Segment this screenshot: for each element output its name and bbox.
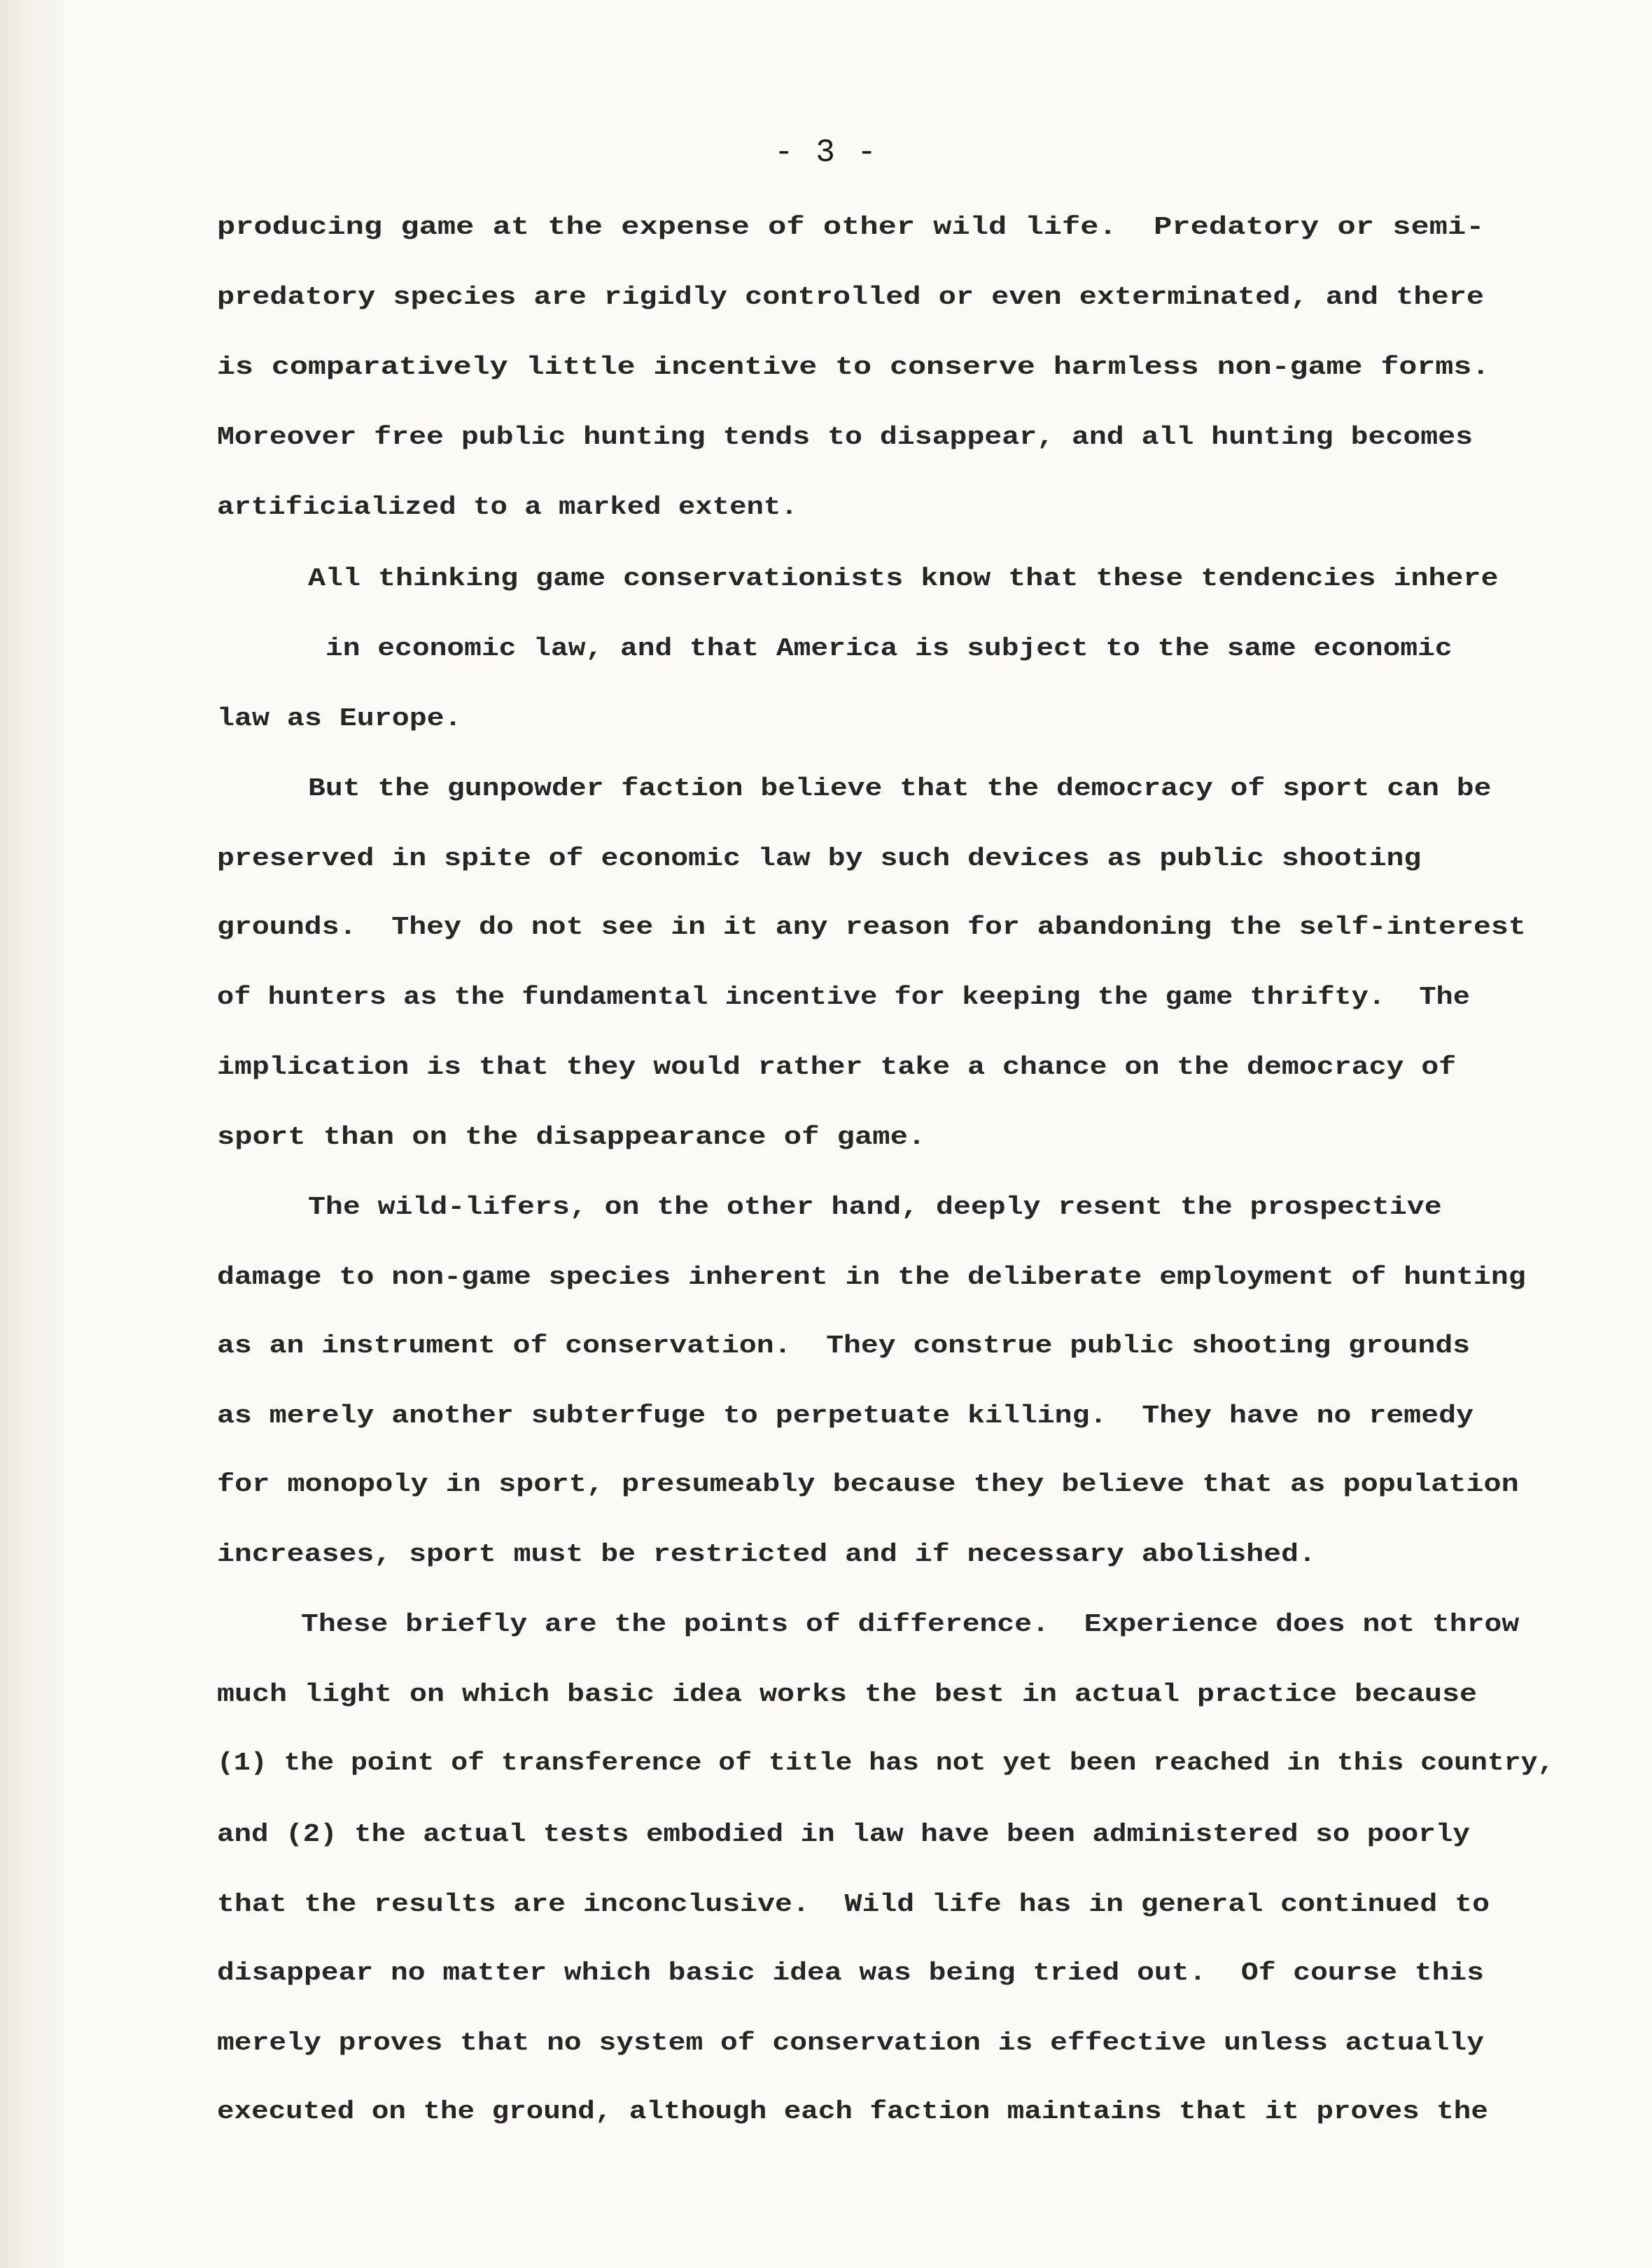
text-line: sport than on the disappearance of game.	[217, 1123, 926, 1152]
text-line: executed on the ground, although each faction maintains that it proves the	[217, 2097, 1488, 2126]
page-left-edge	[0, 0, 70, 2268]
text-line: is comparatively little incentive to conserve harmless non-game forms.	[217, 353, 1490, 382]
text-line: for monopoly in sport, presumeably because they believe that as population	[217, 1470, 1519, 1499]
text-line: artificialized to a marked extent.	[217, 493, 798, 522]
text-line: as an instrument of conservation. They construe public shooting grounds	[217, 1331, 1471, 1360]
text-line: damage to non-game species inherent in the deliberate employment of hunting	[217, 1263, 1526, 1292]
text-line: in economic law, and that America is subject to the same economic	[326, 634, 1452, 663]
text-line: implication is that they would rather take a chance on the democracy of	[217, 1053, 1457, 1082]
page-number: - 3 -	[774, 134, 878, 171]
text-line: All thinking game conservationists know that these tendencies inhere	[308, 564, 1499, 593]
text-line: grounds. They do not see in it any reason for abandoning the self-interest	[217, 913, 1526, 941]
text-line: increases, sport must be restricted and if necessary abolished.	[217, 1540, 1316, 1569]
text-line: But the gunpowder faction believe that the democracy of sport can be	[308, 774, 1492, 803]
text-line: Moreover free public hunting tends to disappear, and all hunting becomes	[217, 423, 1474, 451]
text-line: and (2) the actual tests embodied in law have been administered so poorly	[217, 1820, 1470, 1849]
text-line: law as Europe.	[217, 704, 462, 733]
text-line: that the results are inconclusive. Wild life has in general continued to	[217, 1890, 1490, 1919]
text-line: These briefly are the points of difference. Experience does not throw	[301, 1610, 1520, 1639]
text-line: predatory species are rigidly controlled or even exterminated, and there	[217, 283, 1484, 312]
text-line: much light on which basic idea works the best in actual practice because	[217, 1680, 1478, 1709]
text-line: producing game at the expense of other wild life. Predatory or semi-	[217, 213, 1485, 241]
text-line: merely proves that no system of conservation is effective unless actually	[217, 2029, 1485, 2057]
text-line: of hunters as the fundamental incentive for keeping the game thrifty. The	[217, 983, 1470, 1011]
text-line: (1) the point of transference of title has not yet been reached in this country,	[217, 1749, 1555, 1777]
text-line: preserved in spite of economic law by such devices as public shooting	[217, 844, 1422, 873]
text-line: The wild-lifers, on the other hand, deeply resent the prospective	[308, 1193, 1442, 1222]
text-line: as merely another subterfuge to perpetuate killing. They have no remedy	[217, 1401, 1474, 1430]
text-line: disappear no matter which basic idea was being tried out. Of course this	[217, 1959, 1485, 1987]
